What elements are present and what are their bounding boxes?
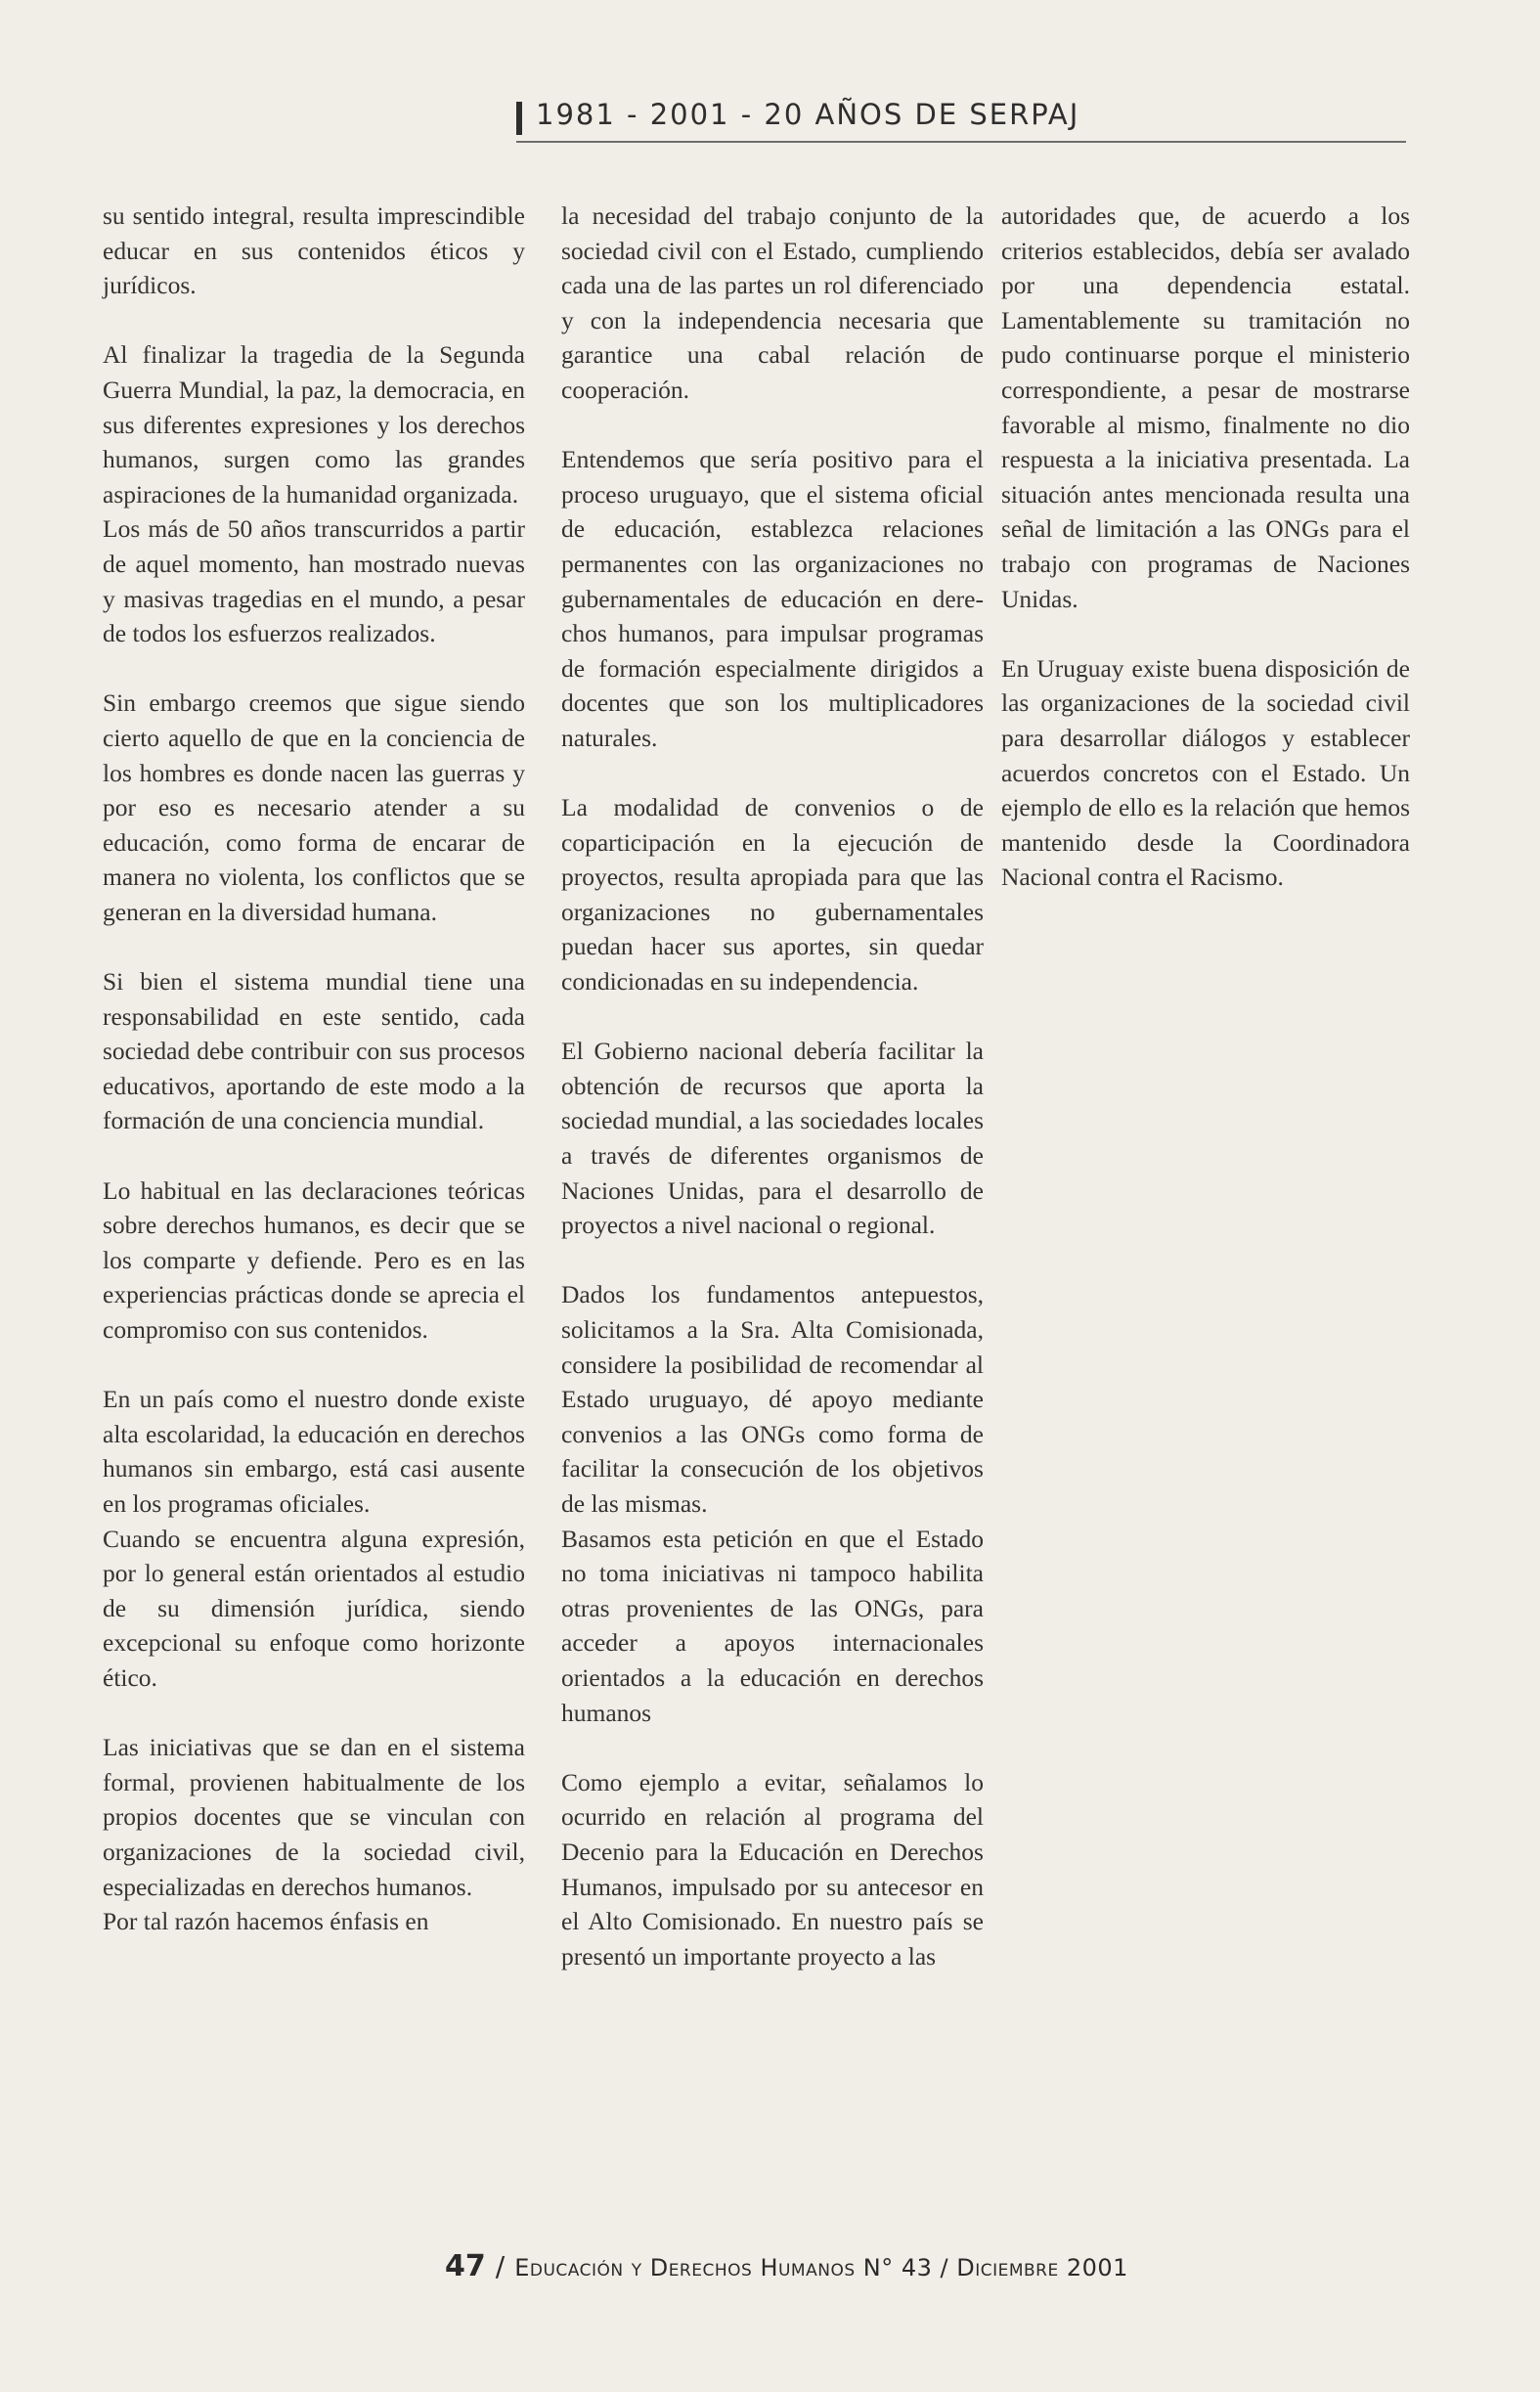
footer-separator: / [495,2250,506,2282]
text-column-2 [561,199,984,1973]
page-number: 47 [445,2249,486,2283]
paragraph: Basamos esta petición en que el Estado no toma iniciativas ni tampoco habilita otras provenientes de las ONGs, para acceder a apoyos internacionales orientados a la educación en derechos humanos [561,1524,984,1727]
paragraph: Al finalizar la tragedia de la Segunda Guerra Mundial, la paz, la democracia, en sus diferentes expresiones y los derechos humanos, surgen como las grandes aspiraciones de la humanidad organizada. [103,340,525,509]
paragraph: Cuando se encuentra alguna expresión, por lo general están orientados al estudio de su dimensión jurídica, siendo excepcional su enfoque como horizonte ético. [103,1524,525,1692]
header-title: 1981 - 2001 - 20 AÑOS DE SERPAJ [536,98,1080,131]
paragraph: Lo habitual en las declaraciones teóricas sobre derechos humanos, es decir que se los comparte y defiende. Pero es en las experiencias prácticas donde se aprecia el compromiso con sus contenidos. [103,1175,525,1344]
publication-title: Educación y Derechos Humanos N° 43 / Diciembre 2001 [514,2254,1128,2281]
paragraph: Sin embargo creemos que sigue siendo cierto aquello de que en la conciencia de los hombres es donde nacen las guerras y por eso es necesario atender a su educación, como forma de encarar de manera no violenta, los conflictos que se generan en la diversidad humana. [103,688,525,926]
running-header [516,98,1406,145]
paragraph: Los más de 50 años transcurridos a partir de aquel momento, han mostrado nuevas y masivas tragedias en el mundo, a pesar de todos los esfuerzos realizados. [103,514,525,648]
paragraph: Si bien el sistema mundial tiene una responsabilidad en este sentido, cada sociedad debe contribuir con sus procesos educativos, aportando de este modo a la formación de una conciencia mundial. [103,967,525,1135]
paragraph: La modalidad de convenios o de coparticipación en la ejecución de proyectos, resulta apropiada para que las organizaciones no gubernamentales puedan hacer sus aportes, sin quedar condicionadas en su independencia. [561,793,984,997]
paragraph: En un país como el nuestro donde existe alta escolaridad, la educación en derechos humanos sin embargo, está casi ausente en los programas oficiales. [103,1385,525,1518]
paragraph: El Gobierno nacional debería facilitar la obtención de recursos que aporta la sociedad mundial, a las sociedades locales a través de diferentes organismos de Naciones Unidas, para el desarrollo de proyectos a nivel nacional o regional. [561,1037,984,1240]
text-column-1 [103,199,525,1939]
header-accent-bar [516,102,522,135]
paragraph: la necesidad del trabajo conjunto de la sociedad civil con el Estado, cumpliendo cada una de las partes un rol diferenciado y con la independencia necesaria que garantice una cabal relación de cooperación. [561,201,984,404]
paragraph: Dados los fundamentos antepuestos, solicitamos a la Sra. Alta Comisionada, considere la posibilidad de recomendar al Estado uruguayo, dé apoyo mediante convenios a las ONGs como forma de facilitar la consecución de los objetivos de las mismas. [561,1280,984,1518]
text-column-3 [1001,199,1410,895]
paragraph: autoridades que, de acuerdo a los criterios establecidos, debía ser avalado por una dependencia estatal. Lamentablemente su tramitación no pudo continuarse porque el ministerio correspondiente, a pesar de mostrarse favorable al mismo, finalmente no dio respuesta a la iniciativa presentada. La situación antes mencionada resulta una señal de limitación a las ONGs para el trabajo con programas de Naciones Unidas. [1001,201,1410,613]
page-footer [445,2249,1227,2283]
paragraph: Por tal razón hacemos énfasis en [103,1907,429,1936]
paragraph: su sentido integral, resulta imprescindible educar en sus contenidos éticos y jurídicos. [103,201,525,300]
paragraph: Como ejemplo a evitar, señalamos lo ocurrido en relación al programa del Decenio para la Educación en Derechos Humanos, impulsado por su antecesor en el Alto Comisionado. En nuestro país se presentó un importante proyecto a las [561,1767,984,1971]
paragraph: Las iniciativas que se dan en el sistema formal, provienen habitualmente de los propios docentes que se vinculan con organizaciones de la sociedad civil, especializadas en derechos humanos. [103,1733,525,1901]
paragraph: Entendemos que sería positivo para el proceso uruguayo, que el sistema oficial de educación, establezca relaciones permanentes con las organizaciones no gubernamentales de educación en derechos humanos, para impulsar programas de formación especialmente dirigidos a docentes que son los multiplicadores naturales. [561,445,984,752]
paragraph: En Uruguay existe buena disposición de las organizaciones de la sociedad civil para desarrollar diálogos y establecer acuerdos concretos con el Estado. Un ejemplo de ello es la relación que hemos mantenido desde la Coordinadora Nacional contra el Racismo. [1001,653,1410,892]
header-rule [516,141,1406,143]
